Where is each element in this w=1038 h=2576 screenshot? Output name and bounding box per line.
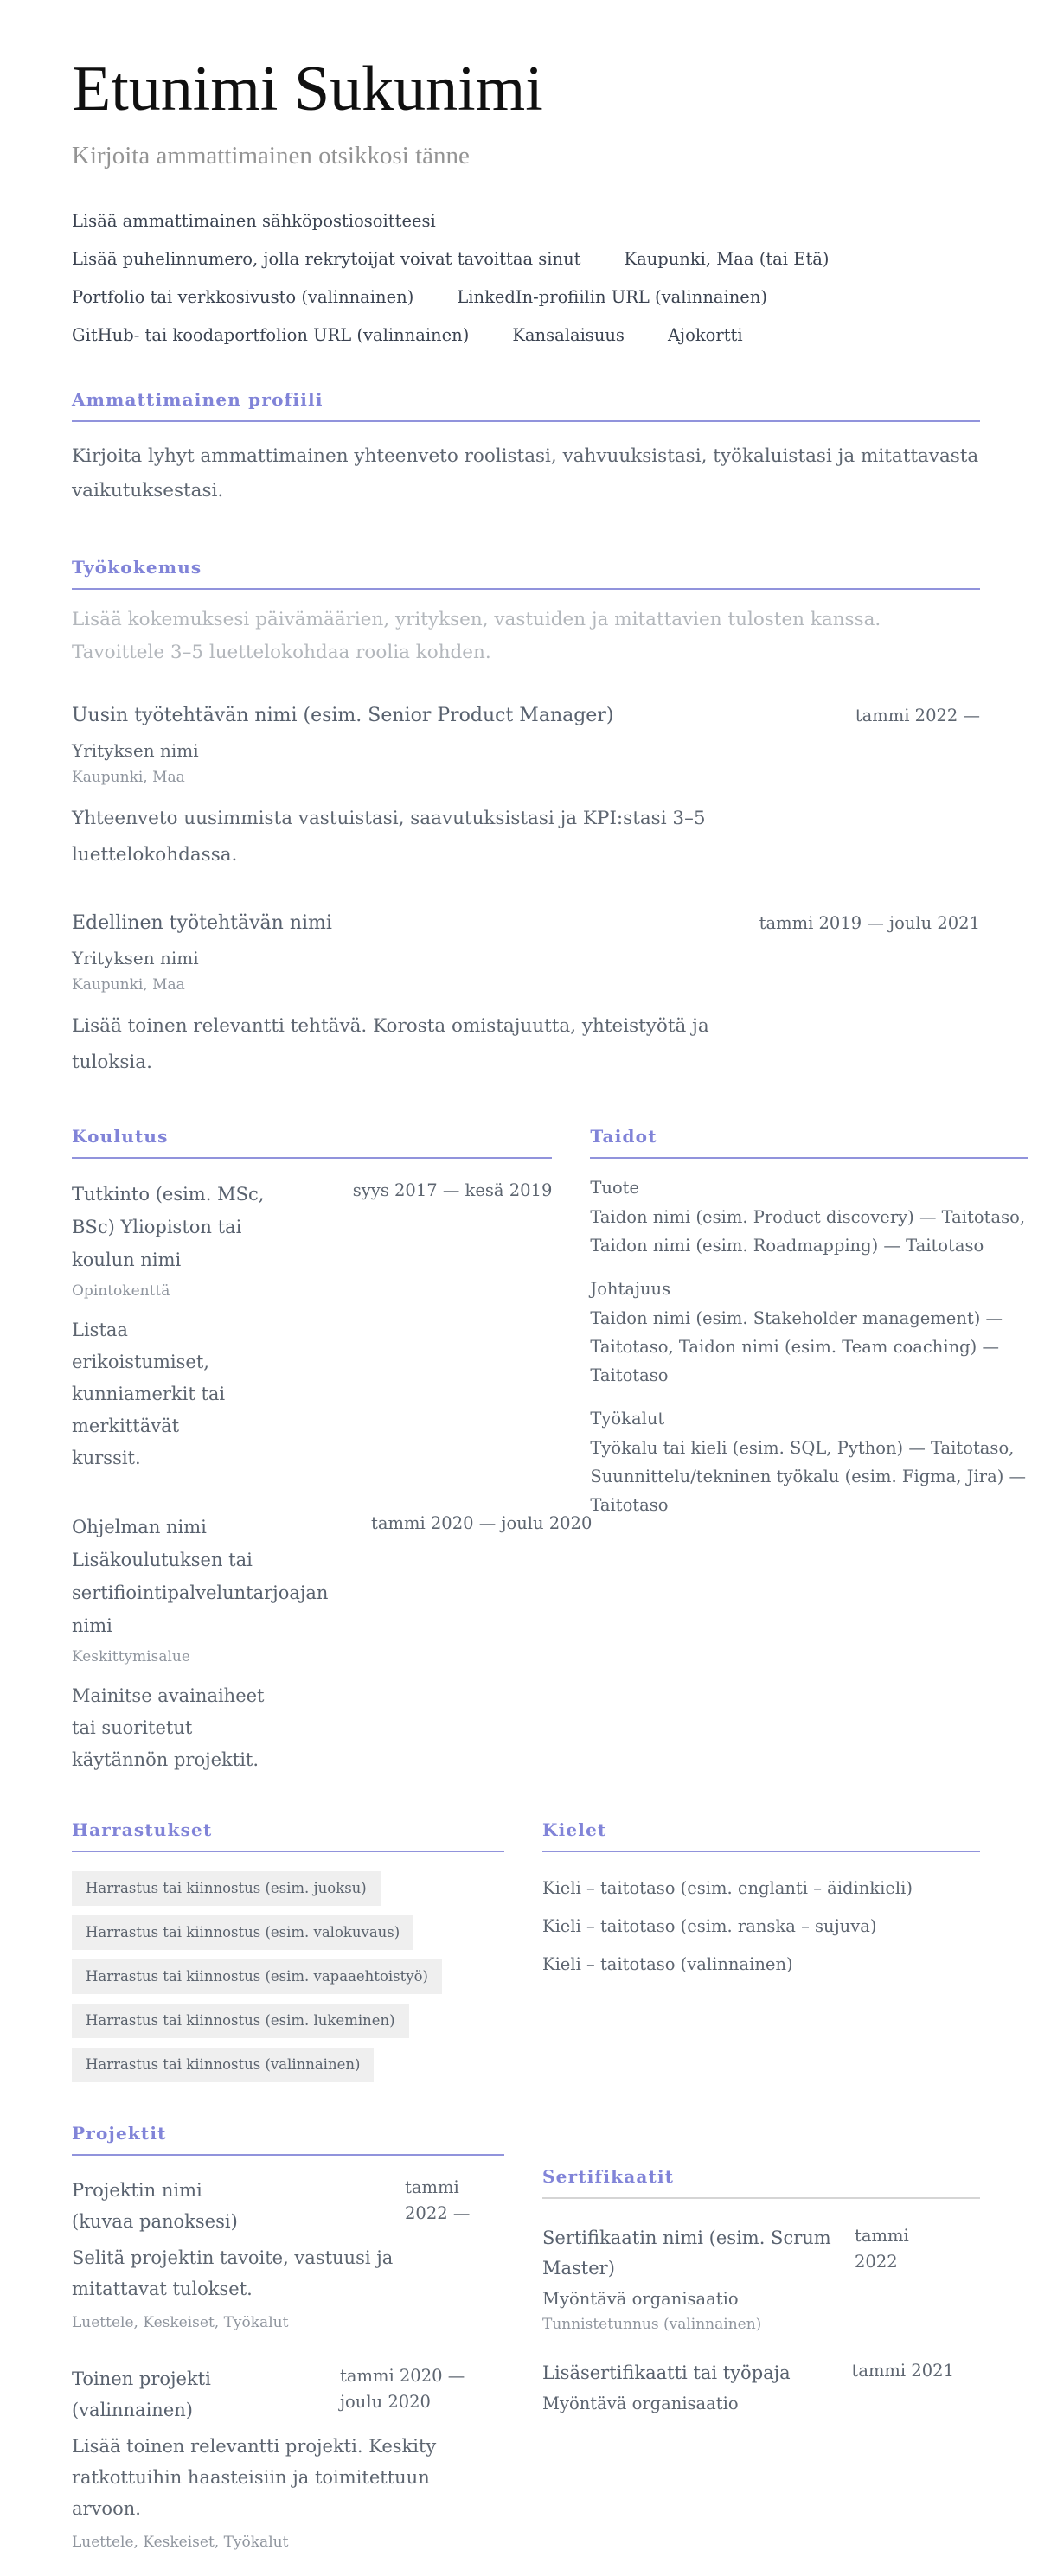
- experience-entry-header: [72, 704, 980, 728]
- contact-portfolio: Portfolio tai verkkosivusto (valinnainen): [72, 287, 414, 308]
- contact-citizenship: Kansalaisuus: [512, 325, 625, 346]
- company-name: Yrityksen nimi: [72, 740, 199, 762]
- contact-phone: Lisää puhelinnumero, jolla rekrytoijat voivat tavoittaa sinut: [72, 249, 581, 270]
- contact-github: GitHub- tai koodaportfolion URL (valinnainen): [72, 325, 470, 346]
- skill-group: [590, 1409, 1028, 1519]
- job-location: Kaupunki, Maa: [72, 769, 185, 787]
- project-entry: [72, 2175, 504, 2332]
- certification-name: Lisäsertifikaatti tai työpaja: [542, 2362, 791, 2384]
- section-divider: [72, 1851, 504, 1852]
- contact-row: [72, 240, 980, 278]
- resume-header: [72, 48, 980, 355]
- language-item: Kieli – taitotaso (esim. englanti – äidinkieli): [542, 1878, 913, 1899]
- section-divider-gray: [542, 2197, 980, 2199]
- degree-name: Tutkinto (esim. MSc, BSc) Yliopiston tai koulun nimi: [72, 1184, 265, 1271]
- certification-entry-header: [542, 2358, 980, 2388]
- contact-row: [72, 278, 980, 316]
- skill-group-name: Johtajuus: [590, 1279, 671, 1300]
- section-projects: [72, 2123, 504, 2552]
- project-meta: Luettele, Keskeiset, Työkalut: [72, 2314, 289, 2332]
- section-divider: [72, 420, 980, 422]
- professional-headline: Kirjoita ammattimainen otsikkosi tänne: [72, 142, 470, 170]
- section-title-experience: Työkokemus: [72, 557, 202, 578]
- profile-summary: Kirjoita lyhyt ammattimainen yhteenveto roolistasi, vahvuuksistasi, työkaluistasi ja mitattavasta vaikutuksestasi.: [72, 445, 979, 502]
- two-column-row-projects-certifications: [72, 2123, 980, 2552]
- skill-group-items: Työkalu tai kieli (esim. SQL, Python) — Taitotaso, Suunnittelu/tekninen työkalu (esim. Figma, Jira) — Taitotaso: [590, 1438, 1027, 1516]
- experience-hint: Lisää kokemuksesi päivämäärien, yrityksen, vastuiden ja mitattavien tulosten kanssa. Tavoittele 3–5 luettelokohdaa roolia kohden.: [72, 609, 881, 664]
- experience-entry: [72, 911, 980, 1081]
- job-summary: Lisää toinen relevantti tehtävä. Korosta omistajuutta, yhteistyötä ja tuloksia.: [72, 1015, 709, 1074]
- education-notes: Listaa erikoistumiset, kunniamerkit tai merkittävät kurssit.: [72, 1320, 226, 1469]
- education-dates: tammi 2020 — joulu 2020: [371, 1513, 593, 1534]
- project-name: Toinen projekti (valinnainen): [72, 2368, 211, 2421]
- section-divider: [72, 1157, 552, 1159]
- section-divider: [72, 588, 980, 590]
- language-item: Kieli – taitotaso (valinnainen): [542, 1954, 793, 1975]
- job-summary: Yhteenveto uusimmista vastuistasi, saavutuksistasi ja KPI:stasi 3–5 luettelokohdassa.: [72, 808, 706, 866]
- certification-dates: tammi 2022: [855, 2226, 909, 2272]
- section-divider: [542, 1851, 980, 1852]
- hobby-chip: Harrastus tai kiinnostus (esim. juoksu): [72, 1871, 381, 1906]
- certification-name: Sertifikaatin nimi (esim. Scrum Master): [542, 2228, 831, 2279]
- job-title: Uusin työtehtävän nimi (esim. Senior Product Manager): [72, 705, 614, 727]
- section-title-hobbies: Harrastukset: [72, 1819, 213, 1841]
- hobby-chip: Harrastus tai kiinnostus (esim. valokuvaus): [72, 1915, 413, 1950]
- project-name: Projektin nimi (kuvaa panoksesi): [72, 2180, 238, 2233]
- section-title-projects: Projektit: [72, 2123, 167, 2145]
- section-languages: [542, 1819, 980, 1992]
- contact-row: [72, 316, 980, 355]
- language-list: [542, 1878, 980, 1975]
- section-education: [72, 1126, 593, 1776]
- project-summary: Lisää toinen relevantti projekti. Keskity ratkottuihin haasteisiin ja toimitettuun arvoon.: [72, 2436, 437, 2520]
- issuing-organization: Myöntävä organisaatio: [542, 2289, 739, 2310]
- project-dates: tammi 2020 — joulu 2020: [340, 2366, 465, 2413]
- job-title: Edellinen työtehtävän nimi: [72, 912, 332, 935]
- experience-entry-header: [72, 911, 980, 936]
- section-title-certifications: Sertifikaatit: [542, 2166, 675, 2188]
- experience-entry: [72, 704, 980, 873]
- hobby-chip: Harrastus tai kiinnostus (esim. vapaaehtoistyö): [72, 1959, 442, 1994]
- education-entry: [72, 1511, 593, 1776]
- contact-location: Kaupunki, Maa (tai Etä): [624, 249, 830, 270]
- section-title-skills: Taidot: [590, 1126, 657, 1147]
- project-dates: tammi 2022 —: [405, 2177, 471, 2224]
- education-dates: syys 2017 — kesä 2019: [352, 1180, 553, 1201]
- section-experience: [72, 557, 980, 1081]
- contact-row: [72, 202, 980, 240]
- hobby-chip: Harrastus tai kiinnostus (valinnainen): [72, 2048, 374, 2082]
- certification-dates: tammi 2021: [851, 2361, 954, 2381]
- education-notes: Mainitse avainaiheet tai suoritetut käytännön projektit.: [72, 1685, 265, 1771]
- full-name: Etunimi Sukunimi: [72, 54, 543, 125]
- project-meta: Luettele, Keskeiset, Työkalut: [72, 2534, 289, 2552]
- contact-email: Lisää ammattimainen sähköpostiosoitteesi: [72, 211, 436, 232]
- section-title-education: Koulutus: [72, 1126, 169, 1147]
- project-entry: [72, 2363, 504, 2552]
- project-summary: Selitä projektin tavoite, vastuusi ja mitattavat tulokset.: [72, 2247, 394, 2300]
- education-entry-header: [72, 1178, 552, 1276]
- language-item: Kieli – taitotaso (esim. ranska – sujuva): [542, 1916, 877, 1937]
- job-dates: tammi 2022 —: [855, 706, 980, 726]
- skill-group-items: Taidon nimi (esim. Stakeholder management) — Taitotaso, Taidon nimi (esim. Team coaching) — Taitotaso: [590, 1308, 1003, 1386]
- project-entry-header: [72, 2363, 504, 2426]
- section-title-profile: Ammattimainen profiili: [72, 389, 324, 411]
- hobby-chip: Harrastus tai kiinnostus (esim. lukeminen): [72, 2004, 409, 2038]
- section-certifications: [542, 2166, 980, 2414]
- certification-entry: [542, 2223, 980, 2334]
- two-column-row-education-skills: [72, 1126, 1027, 1776]
- section-title-languages: Kielet: [542, 1819, 607, 1841]
- hobby-chip-list: [72, 1871, 504, 2082]
- section-divider: [590, 1157, 1028, 1159]
- certification-meta: Tunnistetunnus (valinnainen): [542, 2316, 762, 2334]
- field-of-study: Keskittymisalue: [72, 1648, 190, 1666]
- issuing-organization: Myöntävä organisaatio: [542, 2394, 739, 2414]
- section-skills: [590, 1126, 1028, 1519]
- company-name: Yrityksen nimi: [72, 948, 199, 969]
- contact-info: [72, 202, 980, 355]
- skill-group-name: Tuote: [590, 1178, 640, 1199]
- section-hobbies: [72, 1819, 504, 2092]
- education-entry: [72, 1178, 552, 1474]
- section-profile: [72, 389, 980, 508]
- project-entry-header: [72, 2175, 504, 2237]
- contact-drivers-license: Ajokortti: [667, 325, 743, 346]
- certification-entry: [542, 2358, 980, 2414]
- skill-group: [590, 1178, 1028, 1260]
- contact-linkedin: LinkedIn-profiilin URL (valinnainen): [457, 287, 768, 308]
- field-of-study: Opintokenttä: [72, 1282, 170, 1301]
- degree-name: Ohjelman nimi Lisäkoulutuksen tai sertifiointipalveluntarjoajan nimi: [72, 1517, 329, 1637]
- skill-group: [590, 1279, 1028, 1390]
- skill-group-name: Työkalut: [590, 1409, 665, 1429]
- education-entry-header: [72, 1511, 593, 1642]
- job-dates: tammi 2019 — joulu 2021: [759, 913, 980, 934]
- certification-entry-header: [542, 2223, 980, 2284]
- two-column-row-hobbies-languages: [72, 1819, 980, 2092]
- section-divider: [72, 2154, 504, 2156]
- skill-group-items: Taidon nimi (esim. Product discovery) — Taitotaso, Taidon nimi (esim. Roadmapping) — Taitotaso: [590, 1207, 1026, 1256]
- job-location: Kaupunki, Maa: [72, 976, 185, 994]
